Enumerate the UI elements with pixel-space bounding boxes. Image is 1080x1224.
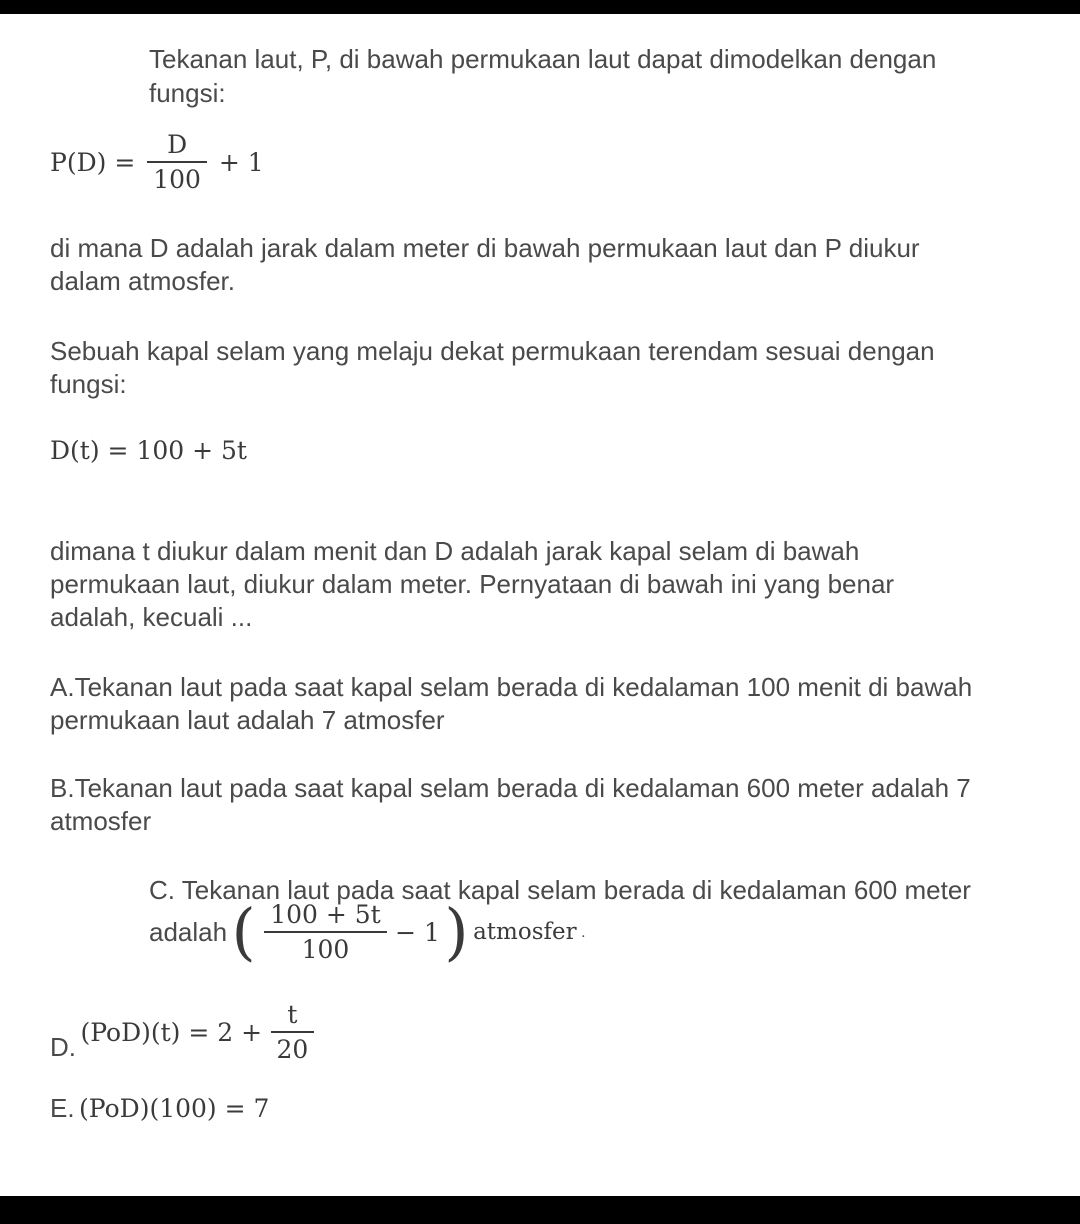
formula-p-fraction xyxy=(147,130,207,194)
formula-d: D(t) = 100 + 5t xyxy=(50,436,247,465)
formula-p xyxy=(50,130,264,194)
option-b-line-2: atmosfer xyxy=(50,806,152,836)
formula-p-lhs: P(D) = xyxy=(50,147,136,177)
definition-line-2: dalam atmosfer. xyxy=(50,266,235,296)
option-d-lhs: (PoD)(t) = 2 + xyxy=(80,1017,263,1047)
option-e-label: E. xyxy=(50,1093,75,1123)
option-d-numerator: t xyxy=(271,1000,315,1033)
description-line-2: permukaan laut, diukur dalam meter. Pernyataan di bawah ini yang benar xyxy=(50,569,895,599)
definition-line-1: di mana D adalah jarak dalam meter di bawah permukaan laut dan P diukur xyxy=(50,233,920,263)
formula-p-denominator: 100 xyxy=(153,165,201,194)
option-d xyxy=(50,1000,318,1064)
formula-p-tail: + 1 xyxy=(218,147,264,177)
option-a-line-2: permukaan laut adalah 7 atmosfer xyxy=(50,705,445,735)
submarine-line-2: fungsi: xyxy=(50,369,127,399)
option-d-label: D. xyxy=(50,1032,76,1062)
description-line-1: dimana t diukur dalam menit dan D adalah jarak kapal selam di bawah xyxy=(50,536,860,566)
option-c-numerator: 100 + 5t xyxy=(264,900,387,933)
option-c-line-1: C. Tekanan laut pada saat kapal selam berada di kedalaman 600 meter xyxy=(149,875,971,905)
option-d-fraction xyxy=(271,1000,315,1064)
intro-line-2: fungsi: xyxy=(149,78,226,108)
option-b-line-1: B.Tekanan laut pada saat kapal selam berada di kedalaman 600 meter adalah 7 xyxy=(50,773,971,803)
option-e xyxy=(50,1092,269,1125)
option-c-unit: atmosfer xyxy=(473,919,577,945)
option-c-open-paren: ( xyxy=(231,895,256,968)
option-c-fraction xyxy=(264,900,387,964)
description-line-3: adalah, kecuali ... xyxy=(50,602,253,632)
option-a-line-1: A.Tekanan laut pada saat kapal selam berada di kedalaman 100 menit di bawah xyxy=(50,672,973,702)
formula-p-numerator: D xyxy=(147,130,207,163)
option-c-minus: − 1 xyxy=(395,917,440,947)
option-c-prefix: adalah xyxy=(149,916,228,947)
option-d-denominator: 20 xyxy=(276,1035,309,1064)
option-c-formula xyxy=(149,895,586,968)
submarine-line-1: Sebuah kapal selam yang melaju dekat permukaan terendam sesuai dengan xyxy=(50,336,935,366)
option-c-denominator: 100 xyxy=(301,935,350,964)
option-c-period: . xyxy=(581,923,586,941)
top-black-bar xyxy=(0,0,1080,14)
bottom-black-bar xyxy=(0,1196,1080,1224)
option-c-close-paren: ) xyxy=(444,895,469,968)
option-e-expression: (PoD)(100) = 7 xyxy=(79,1094,270,1123)
intro-line-1: Tekanan laut, P, di bawah permukaan laut dapat dimodelkan dengan xyxy=(149,44,937,74)
